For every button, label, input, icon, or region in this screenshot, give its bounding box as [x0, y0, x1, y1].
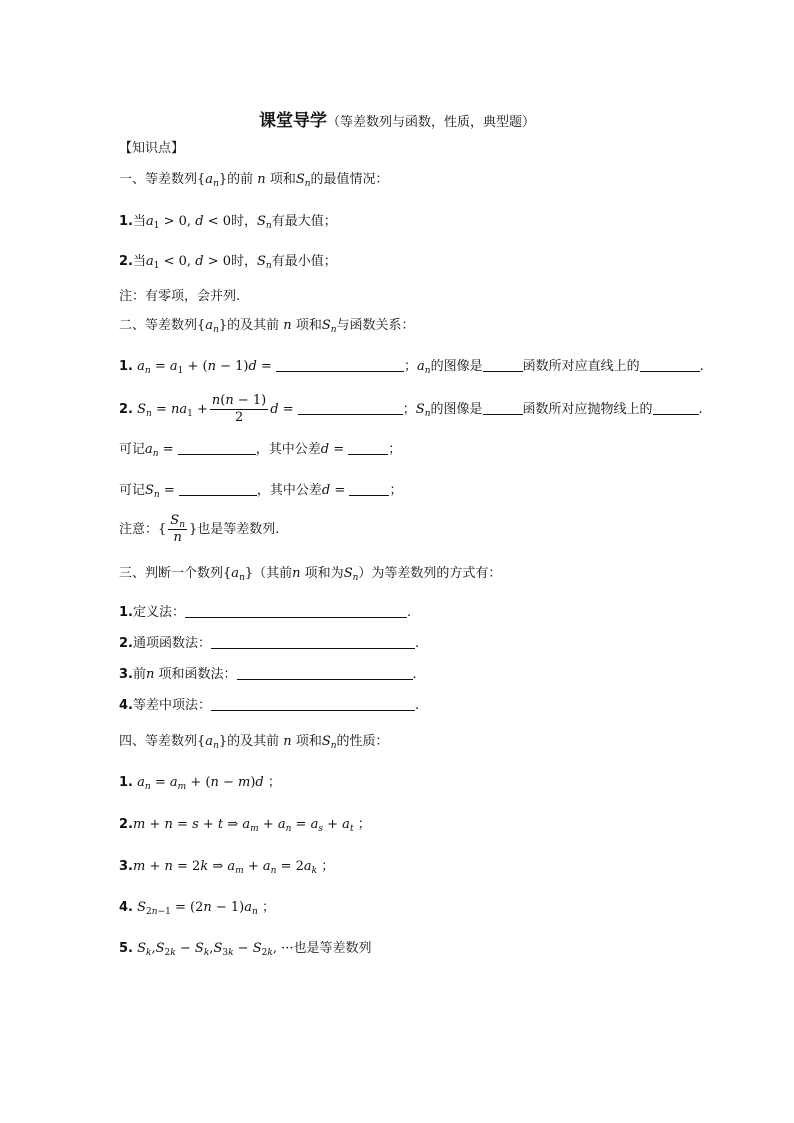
- section-4-property-4: 4. $S_{2n-1} = (2n - 1)a_n$ ；: [119, 900, 275, 917]
- section-3-method-1: 1.定义法： .: [119, 605, 412, 620]
- section-3-method-2: 2.通项函数法： .: [119, 636, 420, 651]
- answer-blank[interactable]: [211, 696, 415, 711]
- section-knowledge-heading: 【知识点】: [119, 141, 185, 156]
- section-4-property-3: 3.m + n = 2k ⇒ $a_m + a_n = 2a_k$ ；: [119, 859, 335, 876]
- section-4-heading: 四、等差数列$\{a_n\}$的及其前 n 项和$S_n$的性质：: [119, 734, 389, 751]
- answer-blank[interactable]: [483, 400, 523, 415]
- answer-blank[interactable]: [640, 357, 700, 372]
- section-2-formula-2: 2. $S_n = na_1$ + $\frac{n(n - 1)}{2}$ d = ；$S_n$的图像是 函数所对应抛物线上的 .: [119, 393, 703, 425]
- section-1-item-1: 1.当$a_1 > 0$, d < 0时，$S_n$有最大值；: [119, 214, 337, 231]
- answer-blank[interactable]: [349, 481, 389, 496]
- section-1-heading: 一、等差数列$\{a_n\}$的前 n 项和$S_n$的最值情况：: [119, 172, 389, 189]
- section-2-heading: 二、等差数列$\{a_n\}$的及其前 n 项和$S_n$与函数关系：: [119, 318, 415, 335]
- answer-blank[interactable]: [211, 634, 415, 649]
- section-4-property-2: 2.m + n = s + t ⇒ $a_m + a_n = a_s + a_t$ ；: [119, 817, 371, 834]
- section-2-note-an: 可记$a_n$ = ，其中公差d = ；: [119, 442, 402, 459]
- fraction: $\frac{n(n - 1)}{2}$: [211, 393, 267, 425]
- section-3-method-4: 4.等差中项法： .: [119, 698, 420, 713]
- section-2-attention: 注意：{ $\frac{S_n}{n}$ }也是等差数列.: [119, 513, 280, 545]
- answer-blank[interactable]: [178, 440, 256, 455]
- section-4-property-5: 5. $S_k,S_{2k} - S_k,S_{3k} - S_{2k}$, ···也是等差数列: [119, 941, 372, 958]
- answer-blank[interactable]: [483, 357, 523, 372]
- answer-blank[interactable]: [237, 665, 413, 680]
- fraction: $\frac{S_n}{n}$: [170, 513, 185, 545]
- section-1-note: 注：有零项，会并列.: [119, 289, 241, 304]
- answer-blank[interactable]: [179, 481, 257, 496]
- title-subtitle: （等差数列与函数，性质，典型题）: [326, 115, 535, 130]
- answer-blank[interactable]: [348, 440, 388, 455]
- page-title: [0, 106, 794, 131]
- answer-blank[interactable]: [276, 357, 404, 372]
- answer-blank[interactable]: [653, 400, 699, 415]
- section-1-item-2: 2.当$a_1 < 0$, d > 0时，$S_n$有最小值；: [119, 254, 337, 271]
- section-4-property-1: 1. $a_n = a_m + (n - m)d$ ；: [119, 775, 281, 792]
- section-2-formula-1: 1. $a_n = a_1 + (n - 1)d$ = ；$a_n$的图像是 函数所对应直线上的 .: [119, 359, 704, 376]
- title-main: 课堂导学: [258, 111, 327, 131]
- answer-blank[interactable]: [298, 400, 403, 415]
- answer-blank[interactable]: [185, 603, 407, 618]
- section-3-heading: 三、判断一个数列$\{a_n\}$（其前n 项和为$S_n$）为等差数列的方式有：: [119, 566, 502, 583]
- section-3-method-3: 3.前n 项和函数法： .: [119, 667, 417, 682]
- section-2-note-sn: 可记$S_n$ = ，其中公差d = ；: [119, 483, 403, 500]
